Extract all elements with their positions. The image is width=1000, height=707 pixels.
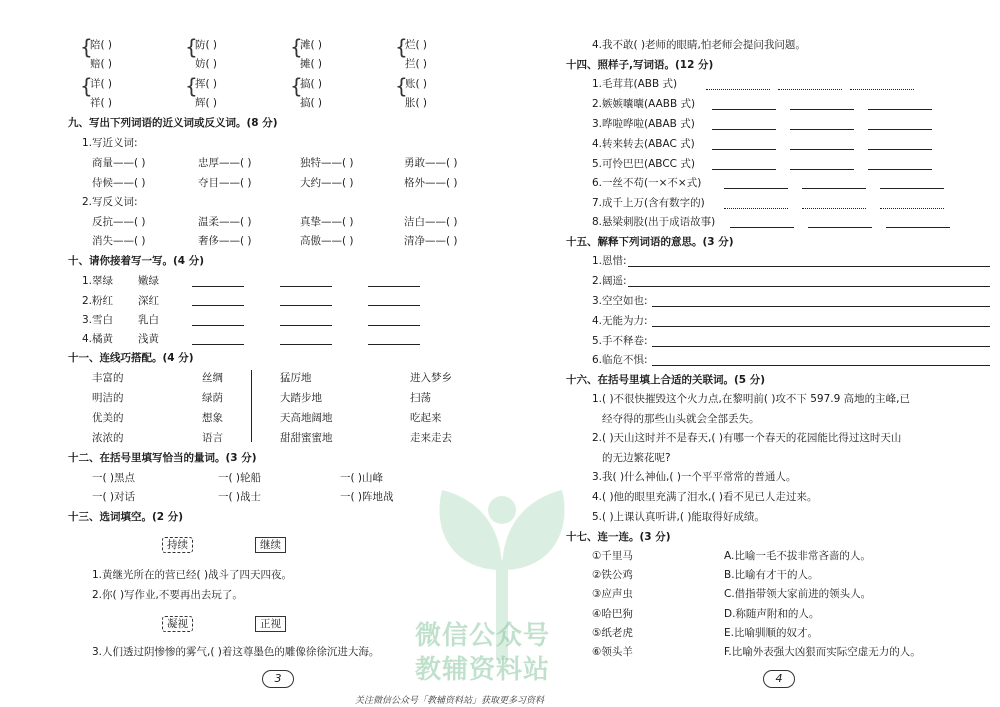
q9-sub2: 2.写反义词: (82, 196, 138, 208)
match-right-word[interactable]: D.称随声附和的人。 (724, 608, 820, 620)
fill-sentence: 1.黄继光所在的营已经( )战斗了四天四夜。 (92, 569, 293, 581)
answer-line[interactable] (628, 286, 990, 287)
synonym-item: 大约——( ) (300, 177, 354, 189)
fill-sentence: 4.我不敢( )老师的眼睛,怕老师会提问我问题。 (592, 39, 806, 51)
answer-line[interactable] (368, 325, 420, 326)
q15-title: 十五、解释下列词语的意思。(3 分) (566, 236, 734, 248)
measure-word-item: 一( )轮船 (218, 472, 262, 484)
char-item: 摊( ) (300, 58, 323, 70)
antonym-item: 反抗——( ) (92, 216, 146, 228)
footer-note: 关注微信公众号「教辅资料站」获取更多习资料 (355, 696, 545, 706)
brace: { (185, 74, 198, 98)
answer-line[interactable] (712, 109, 776, 110)
match-left-word[interactable]: ④哈巴狗 (592, 608, 633, 620)
conjunction-sentence: 的无边繁花呢? (602, 452, 671, 464)
q9-sub1: 1.写近义词: (82, 137, 138, 149)
answer-line[interactable] (192, 305, 244, 306)
pattern-item: 8.悬梁刺股(出于成语故事) (592, 216, 716, 228)
answer-line[interactable] (790, 109, 854, 110)
word-option: 继续 (255, 537, 286, 553)
answer-line[interactable] (868, 109, 932, 110)
answer-line[interactable] (280, 286, 332, 287)
synonym-item: 侍候——( ) (92, 177, 146, 189)
answer-line[interactable] (730, 227, 794, 228)
match-right-word[interactable]: B.比喻有才干的人。 (724, 569, 819, 581)
definition-item: 6.临危不惧: (592, 354, 648, 366)
q9-title: 九、写出下列词语的近义词或反义词。(8 分) (68, 117, 278, 129)
answer-line[interactable] (868, 169, 932, 170)
measure-word-item: 一( )阵地战 (340, 491, 394, 503)
pattern-item: 4.转来转去(ABAC 式) (592, 138, 695, 150)
q10-word: 乳白 (138, 314, 159, 326)
synonym-item: 独特——( ) (300, 157, 354, 169)
match-left-word[interactable]: 猛厉地 (280, 372, 312, 384)
answer-line[interactable] (868, 129, 932, 130)
definition-item: 3.空空如也: (592, 295, 648, 307)
answer-line[interactable] (280, 344, 332, 345)
char-item: 详( ) (90, 78, 113, 90)
answer-line[interactable] (802, 208, 866, 209)
watermark-text: 微信公众号 (415, 621, 551, 651)
brace: { (290, 35, 303, 59)
match-right-word[interactable]: A.比喻一毛不拔非常吝啬的人。 (724, 550, 871, 562)
q14-title: 十四、照样子,写词语。(12 分) (566, 59, 714, 71)
char-item: 滩( ) (300, 39, 323, 51)
match-right-word[interactable]: 想象 (202, 412, 223, 424)
brace: { (395, 35, 408, 59)
char-item: 赔( ) (90, 58, 113, 70)
fill-sentence: 3.人们透过阴惨惨的雾气,( )着这尊墨色的雕像徐徐沉进大海。 (92, 646, 380, 658)
definition-item: 1.恩惜: (592, 255, 627, 267)
q12-title: 十二、在括号里填写恰当的量词。(3 分) (68, 452, 257, 464)
char-item: 搞( ) (300, 97, 323, 109)
answer-line[interactable] (802, 188, 866, 189)
char-item: 胀( ) (405, 97, 428, 109)
char-item: 陪( ) (90, 39, 113, 51)
char-item: 挥( ) (195, 78, 218, 90)
answer-line[interactable] (280, 325, 332, 326)
match-left-word[interactable]: ⑤纸老虎 (592, 627, 633, 639)
match-right-word[interactable]: E.比喻驯顺的奴才。 (724, 627, 818, 639)
match-right-word[interactable]: 语言 (202, 432, 223, 444)
pattern-item: 2.嫉嫉囔囔(AABB 式) (592, 98, 696, 110)
measure-word-item: 一( )对话 (92, 491, 136, 503)
definition-item: 4.无能为力: (592, 315, 648, 327)
q17-title: 十七、连一连。(3 分) (566, 531, 671, 543)
answer-line[interactable] (724, 188, 788, 189)
match-left-word[interactable]: 明洁的 (92, 392, 124, 404)
conjunction-sentence: 2.( )天山这时并不是春天,( )有哪一个春天的花园能比得过这时天山 (592, 432, 902, 444)
q10-word: 深红 (138, 295, 159, 307)
match-left-word[interactable]: 天高地阔地 (280, 412, 333, 424)
answer-line[interactable] (192, 286, 244, 287)
char-item: 烂( ) (405, 39, 428, 51)
synonym-item: 忠厚——( ) (198, 157, 252, 169)
char-item: 妨( ) (195, 58, 218, 70)
q10-word: 嫩绿 (138, 275, 159, 287)
q11-title: 十一、连线巧搭配。(4 分) (68, 352, 194, 364)
pattern-item: 5.可怜巴巴(ABCC 式) (592, 158, 695, 170)
answer-line[interactable] (850, 89, 914, 90)
match-left-word[interactable]: 丰富的 (92, 372, 124, 384)
match-left-word[interactable]: 浓浓的 (92, 432, 124, 444)
answer-line[interactable] (778, 89, 842, 90)
brace: { (290, 74, 303, 98)
antonym-item: 洁白——( ) (404, 216, 458, 228)
char-item: 拦( ) (405, 58, 428, 70)
match-left-word[interactable]: 大踏步地 (280, 392, 322, 404)
answer-line[interactable] (652, 346, 990, 347)
match-left-word[interactable]: ⑥领头羊 (592, 646, 633, 658)
answer-line[interactable] (790, 129, 854, 130)
q16-title: 十六、在括号里填上合适的关联词。(5 分) (566, 374, 766, 386)
answer-line[interactable] (712, 169, 776, 170)
antonym-item: 消失——( ) (92, 235, 146, 247)
match-left-word[interactable]: ③应声虫 (592, 588, 633, 600)
answer-line[interactable] (886, 227, 950, 228)
char-item: 祥( ) (90, 97, 113, 109)
answer-line[interactable] (192, 344, 244, 345)
conjunction-sentence: 1.( )不很快摧毁这个火力点,在黎明前( )攻不下 597.9 高地的主峰,已 (592, 393, 910, 405)
char-item: 搞( ) (300, 78, 323, 90)
match-right-word[interactable]: F.比喻外表强大凶狠而实际空虚无力的人。 (724, 646, 921, 658)
match-left-word[interactable]: ②铁公鸡 (592, 569, 633, 581)
watermark-text: 教辅资料站 (415, 655, 551, 685)
antonym-item: 清净——( ) (404, 235, 458, 247)
measure-word-item: 一( )山峰 (340, 472, 384, 484)
antonym-item: 高傲——( ) (300, 235, 354, 247)
match-right-word[interactable]: 绿荫 (202, 392, 223, 404)
match-right-word[interactable]: 吃起来 (410, 412, 442, 424)
answer-line[interactable] (790, 169, 854, 170)
q10-word: 2.粉红 (82, 295, 114, 307)
match-right-word[interactable]: C.借指带领大家前进的领头人。 (724, 588, 872, 600)
answer-line[interactable] (724, 208, 788, 209)
answer-line[interactable] (280, 305, 332, 306)
answer-line[interactable] (706, 89, 770, 90)
definition-item: 5.手不释卷: (592, 335, 648, 347)
pattern-item: 1.毛茸茸(ABB 式) (592, 78, 678, 90)
answer-line[interactable] (868, 149, 932, 150)
q13-title: 十三、选词填空。(2 分) (68, 511, 184, 523)
brace: { (185, 35, 198, 59)
answer-line[interactable] (368, 305, 420, 306)
page-number: 4 (763, 670, 795, 688)
definition-item: 2.阔遥: (592, 275, 627, 287)
answer-line[interactable] (712, 149, 776, 150)
q10-word: 1.翠绿 (82, 275, 114, 287)
char-item: 防( ) (195, 39, 218, 51)
fill-sentence: 2.你( )写作业,不要再出去玩了。 (92, 589, 243, 601)
page-number: 3 (262, 670, 294, 688)
word-option: 凝视 (162, 616, 193, 632)
answer-line[interactable] (628, 266, 990, 267)
antonym-item: 温柔——( ) (198, 216, 252, 228)
conjunction-sentence: 3.我( )什么神仙,( )一个平平常常的普通人。 (592, 471, 797, 483)
antonym-item: 真挚——( ) (300, 216, 354, 228)
match-right-word[interactable]: 进入梦乡 (410, 372, 452, 384)
match-left-word[interactable]: 优美的 (92, 412, 124, 424)
conjunction-sentence: 经夺得的那些山头就会全部丢失。 (602, 413, 760, 425)
word-option: 正视 (255, 616, 286, 632)
synonym-item: 夺目——( ) (198, 177, 252, 189)
brace: { (395, 74, 408, 98)
answer-line[interactable] (880, 188, 944, 189)
answer-line[interactable] (652, 365, 990, 366)
answer-line[interactable] (652, 306, 990, 307)
brace: { (80, 74, 93, 98)
pattern-item: 7.成千上万(含有数字的) (592, 197, 705, 209)
answer-line[interactable] (808, 227, 872, 228)
match-left-word[interactable]: ①千里马 (592, 550, 633, 562)
answer-line[interactable] (368, 286, 420, 287)
word-option: 持续 (162, 537, 193, 553)
q10-title: 十、请你接着写一写。(4 分) (68, 255, 205, 267)
answer-line[interactable] (712, 129, 776, 130)
q10-word: 4.橘黄 (82, 333, 114, 345)
match-right-word[interactable]: 丝绸 (202, 372, 223, 384)
match-right-word[interactable]: 扫荡 (410, 392, 431, 404)
brace: { (80, 35, 93, 59)
answer-line[interactable] (790, 149, 854, 150)
conjunction-sentence: 4.( )他的眼里充满了泪水,( )看不见已人走过来。 (592, 491, 818, 503)
measure-word-item: 一( )黑点 (92, 472, 136, 484)
match-left-word[interactable]: 甜甜蜜蜜地 (280, 432, 333, 444)
column-divider (251, 370, 252, 442)
answer-line[interactable] (368, 344, 420, 345)
q10-word: 浅黄 (138, 333, 159, 345)
conjunction-sentence: 5.( )上课认真听讲,( )能取得好成绩。 (592, 511, 765, 523)
measure-word-item: 一( )战士 (218, 491, 262, 503)
answer-line[interactable] (192, 325, 244, 326)
q10-word: 3.雪白 (82, 314, 114, 326)
synonym-item: 格外——( ) (404, 177, 458, 189)
answer-line[interactable] (652, 326, 990, 327)
antonym-item: 奢侈——( ) (198, 235, 252, 247)
synonym-item: 勇敢——( ) (404, 157, 458, 169)
char-item: 账( ) (405, 78, 428, 90)
pattern-item: 6.一丝不苟(一×不×式) (592, 177, 702, 189)
synonym-item: 商量——( ) (92, 157, 146, 169)
pattern-item: 3.哗啦哗啦(ABAB 式) (592, 118, 695, 130)
answer-line[interactable] (880, 208, 944, 209)
char-item: 辉( ) (195, 97, 218, 109)
match-right-word[interactable]: 走来走去 (410, 432, 452, 444)
